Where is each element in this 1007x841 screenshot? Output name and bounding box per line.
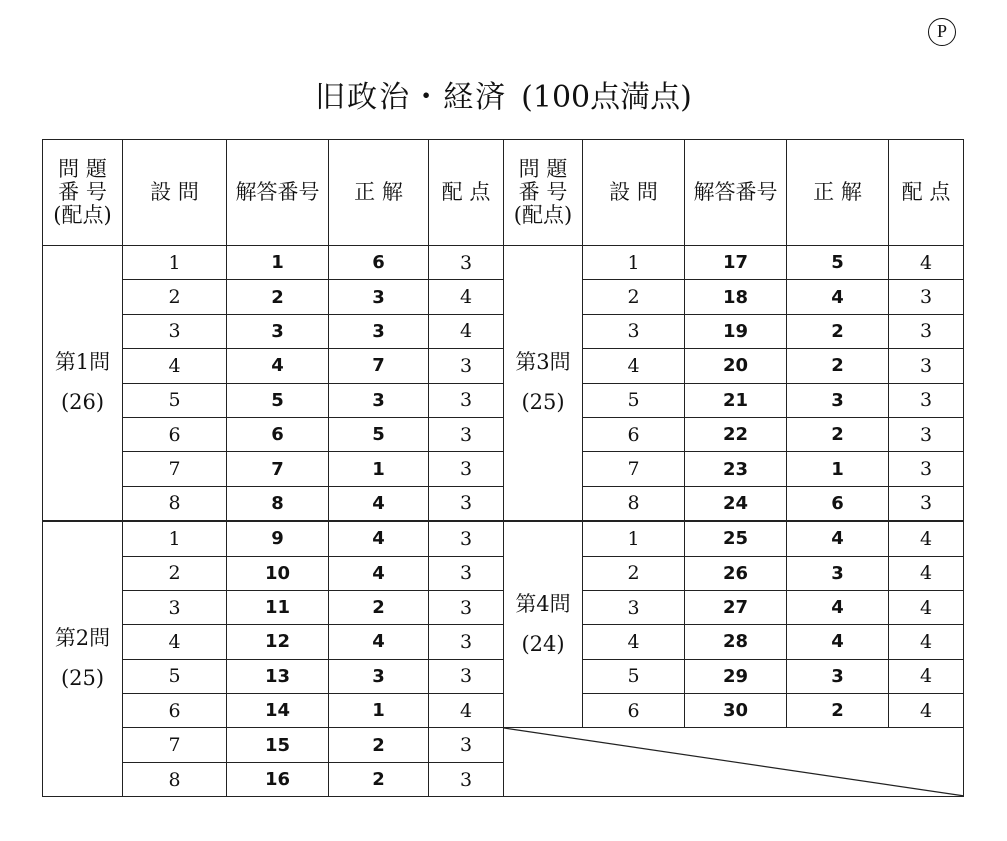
question-right-1 bbox=[504, 246, 583, 522]
answer-number-cell: 13 bbox=[227, 659, 329, 693]
table-row bbox=[43, 694, 964, 728]
subquestion-cell: 2 bbox=[123, 556, 227, 590]
answer-number-cell: 29 bbox=[685, 659, 787, 693]
header-correct-right: 正 解 bbox=[787, 140, 889, 246]
subquestion-cell: 1 bbox=[583, 246, 685, 280]
correct-answer-cell: 2 bbox=[787, 694, 889, 728]
table-row bbox=[43, 521, 964, 556]
correct-answer-cell: 6 bbox=[329, 246, 429, 280]
correct-answer-cell: 3 bbox=[787, 383, 889, 417]
subquestion-cell: 4 bbox=[123, 349, 227, 383]
points-cell: 3 bbox=[429, 762, 504, 796]
correct-answer-cell: 4 bbox=[787, 590, 889, 624]
points-cell: 3 bbox=[429, 625, 504, 659]
answer-number-cell: 1 bbox=[227, 246, 329, 280]
correct-answer-cell: 2 bbox=[787, 349, 889, 383]
table-row bbox=[43, 246, 964, 280]
subquestion-cell: 7 bbox=[123, 728, 227, 762]
answer-table-wrap bbox=[42, 139, 963, 802]
subquestion-cell: 6 bbox=[123, 417, 227, 451]
subquestion-cell: 1 bbox=[583, 521, 685, 556]
question-name: 第4問 bbox=[515, 591, 571, 616]
correct-answer-cell: 2 bbox=[329, 728, 429, 762]
header-correct-left: 正 解 bbox=[329, 140, 429, 246]
table-row bbox=[43, 486, 964, 521]
points-cell: 3 bbox=[429, 452, 504, 486]
subquestion-cell: 2 bbox=[123, 280, 227, 314]
subquestion-cell: 1 bbox=[123, 246, 227, 280]
points-cell: 3 bbox=[889, 280, 964, 314]
answer-number-cell: 20 bbox=[685, 349, 787, 383]
answer-number-cell: 3 bbox=[227, 314, 329, 348]
question-name: 第3問 bbox=[515, 350, 571, 375]
answer-number-cell: 9 bbox=[227, 521, 329, 556]
answer-number-cell: 2 bbox=[227, 280, 329, 314]
points-cell: 3 bbox=[429, 486, 504, 521]
empty-diagonal-cell bbox=[504, 728, 964, 797]
score-note: (100点満点) bbox=[521, 80, 692, 115]
subquestion-cell: 5 bbox=[583, 383, 685, 417]
title-text: 旧政治・経済 bbox=[315, 80, 508, 115]
header-subquestion-right: 設 問 bbox=[583, 140, 685, 246]
answer-number-cell: 7 bbox=[227, 452, 329, 486]
question-points: (25) bbox=[60, 666, 105, 691]
points-cell: 4 bbox=[429, 280, 504, 314]
subquestion-cell: 4 bbox=[583, 625, 685, 659]
answer-number-cell: 17 bbox=[685, 246, 787, 280]
points-cell: 3 bbox=[429, 383, 504, 417]
subquestion-cell: 5 bbox=[123, 383, 227, 417]
header-answer-number-left: 解答番号 bbox=[227, 140, 329, 246]
correct-answer-cell: 4 bbox=[787, 521, 889, 556]
correct-answer-cell: 5 bbox=[787, 246, 889, 280]
header-points-right: 配 点 bbox=[889, 140, 964, 246]
subquestion-cell: 4 bbox=[123, 625, 227, 659]
answer-number-cell: 30 bbox=[685, 694, 787, 728]
answer-number-cell: 15 bbox=[227, 728, 329, 762]
points-cell: 4 bbox=[889, 521, 964, 556]
answer-number-cell: 21 bbox=[685, 383, 787, 417]
correct-answer-cell: 4 bbox=[787, 625, 889, 659]
correct-answer-cell: 3 bbox=[787, 659, 889, 693]
correct-answer-cell: 5 bbox=[329, 417, 429, 451]
table-row bbox=[43, 556, 964, 590]
question-name: 第1問 bbox=[54, 350, 111, 375]
header-answer-number-right: 解答番号 bbox=[685, 140, 787, 246]
table-row bbox=[43, 728, 964, 762]
table-row bbox=[43, 314, 964, 348]
answer-number-cell: 12 bbox=[227, 625, 329, 659]
answer-number-cell: 18 bbox=[685, 280, 787, 314]
answer-number-cell: 28 bbox=[685, 625, 787, 659]
subquestion-cell: 7 bbox=[123, 452, 227, 486]
points-cell: 3 bbox=[429, 349, 504, 383]
answer-number-cell: 25 bbox=[685, 521, 787, 556]
answer-number-cell: 11 bbox=[227, 590, 329, 624]
correct-answer-cell: 2 bbox=[329, 762, 429, 796]
subquestion-cell: 8 bbox=[583, 486, 685, 521]
correct-answer-cell: 1 bbox=[329, 694, 429, 728]
subquestion-cell: 3 bbox=[123, 590, 227, 624]
correct-answer-cell: 2 bbox=[787, 314, 889, 348]
subquestion-cell: 2 bbox=[583, 280, 685, 314]
correct-answer-cell: 4 bbox=[329, 486, 429, 521]
question-right-2 bbox=[504, 521, 583, 728]
correct-answer-cell: 4 bbox=[329, 556, 429, 590]
question-left-2 bbox=[43, 521, 123, 797]
answer-number-cell: 22 bbox=[685, 417, 787, 451]
table-row bbox=[43, 417, 964, 451]
header-subquestion-left: 設 問 bbox=[123, 140, 227, 246]
correct-answer-cell: 3 bbox=[329, 659, 429, 693]
correct-answer-cell: 2 bbox=[787, 417, 889, 451]
subquestion-cell: 4 bbox=[583, 349, 685, 383]
points-cell: 3 bbox=[429, 728, 504, 762]
table-row bbox=[43, 383, 964, 417]
answer-number-cell: 27 bbox=[685, 590, 787, 624]
answer-number-cell: 16 bbox=[227, 762, 329, 796]
table-row bbox=[43, 590, 964, 624]
subquestion-cell: 3 bbox=[583, 314, 685, 348]
answer-number-cell: 26 bbox=[685, 556, 787, 590]
subquestion-cell: 3 bbox=[123, 314, 227, 348]
table-row bbox=[43, 625, 964, 659]
answer-number-cell: 14 bbox=[227, 694, 329, 728]
header-row bbox=[43, 140, 964, 246]
points-cell: 4 bbox=[889, 625, 964, 659]
subquestion-cell: 2 bbox=[583, 556, 685, 590]
answer-table-body bbox=[43, 246, 964, 797]
header-points-left: 配 点 bbox=[429, 140, 504, 246]
correct-answer-cell: 3 bbox=[787, 556, 889, 590]
header-question-right: 問 題 番 号 (配点) bbox=[504, 140, 583, 246]
subquestion-cell: 6 bbox=[583, 694, 685, 728]
subquestion-cell: 7 bbox=[583, 452, 685, 486]
points-cell: 4 bbox=[429, 314, 504, 348]
subquestion-cell: 6 bbox=[583, 417, 685, 451]
correct-answer-cell: 6 bbox=[787, 486, 889, 521]
points-cell: 4 bbox=[889, 556, 964, 590]
question-points: (25) bbox=[521, 390, 565, 415]
points-cell: 3 bbox=[889, 486, 964, 521]
points-cell: 3 bbox=[429, 417, 504, 451]
correct-answer-cell: 4 bbox=[787, 280, 889, 314]
points-cell: 3 bbox=[889, 383, 964, 417]
correct-answer-cell: 1 bbox=[329, 452, 429, 486]
subquestion-cell: 1 bbox=[123, 521, 227, 556]
points-cell: 4 bbox=[889, 590, 964, 624]
table-row bbox=[43, 349, 964, 383]
diagonal-line bbox=[504, 728, 963, 796]
answer-number-cell: 6 bbox=[227, 417, 329, 451]
points-cell: 3 bbox=[429, 556, 504, 590]
subquestion-cell: 8 bbox=[123, 762, 227, 796]
question-left-1 bbox=[43, 246, 123, 522]
correct-answer-cell: 7 bbox=[329, 349, 429, 383]
points-cell: 3 bbox=[889, 417, 964, 451]
points-cell: 3 bbox=[889, 452, 964, 486]
table-row bbox=[43, 659, 964, 693]
points-cell: 4 bbox=[429, 694, 504, 728]
correct-answer-cell: 3 bbox=[329, 314, 429, 348]
subquestion-cell: 5 bbox=[123, 659, 227, 693]
points-cell: 3 bbox=[889, 314, 964, 348]
points-cell: 4 bbox=[889, 246, 964, 280]
correct-answer-cell: 3 bbox=[329, 383, 429, 417]
answer-number-cell: 10 bbox=[227, 556, 329, 590]
question-name: 第2問 bbox=[54, 626, 111, 651]
points-cell: 3 bbox=[889, 349, 964, 383]
table-row bbox=[43, 280, 964, 314]
points-cell: 3 bbox=[429, 246, 504, 280]
page-title bbox=[0, 72, 1007, 116]
correct-answer-cell: 4 bbox=[329, 625, 429, 659]
answer-number-cell: 23 bbox=[685, 452, 787, 486]
answer-number-cell: 5 bbox=[227, 383, 329, 417]
header-question-left: 問 題 番 号 (配点) bbox=[43, 140, 123, 246]
table-row bbox=[43, 452, 964, 486]
answer-number-cell: 8 bbox=[227, 486, 329, 521]
points-cell: 3 bbox=[429, 590, 504, 624]
correct-answer-cell: 3 bbox=[329, 280, 429, 314]
answer-number-cell: 4 bbox=[227, 349, 329, 383]
answer-number-cell: 19 bbox=[685, 314, 787, 348]
points-cell: 4 bbox=[889, 659, 964, 693]
correct-answer-cell: 2 bbox=[329, 590, 429, 624]
p-mark: P bbox=[928, 18, 956, 46]
subquestion-cell: 6 bbox=[123, 694, 227, 728]
points-cell: 3 bbox=[429, 521, 504, 556]
correct-answer-cell: 1 bbox=[787, 452, 889, 486]
subquestion-cell: 5 bbox=[583, 659, 685, 693]
points-cell: 3 bbox=[429, 659, 504, 693]
question-points: (24) bbox=[521, 631, 565, 656]
points-cell: 4 bbox=[889, 694, 964, 728]
subquestion-cell: 8 bbox=[123, 486, 227, 521]
question-points: (26) bbox=[60, 390, 105, 415]
answer-number-cell: 24 bbox=[685, 486, 787, 521]
subquestion-cell: 3 bbox=[583, 590, 685, 624]
correct-answer-cell: 4 bbox=[329, 521, 429, 556]
answer-table bbox=[42, 139, 964, 797]
